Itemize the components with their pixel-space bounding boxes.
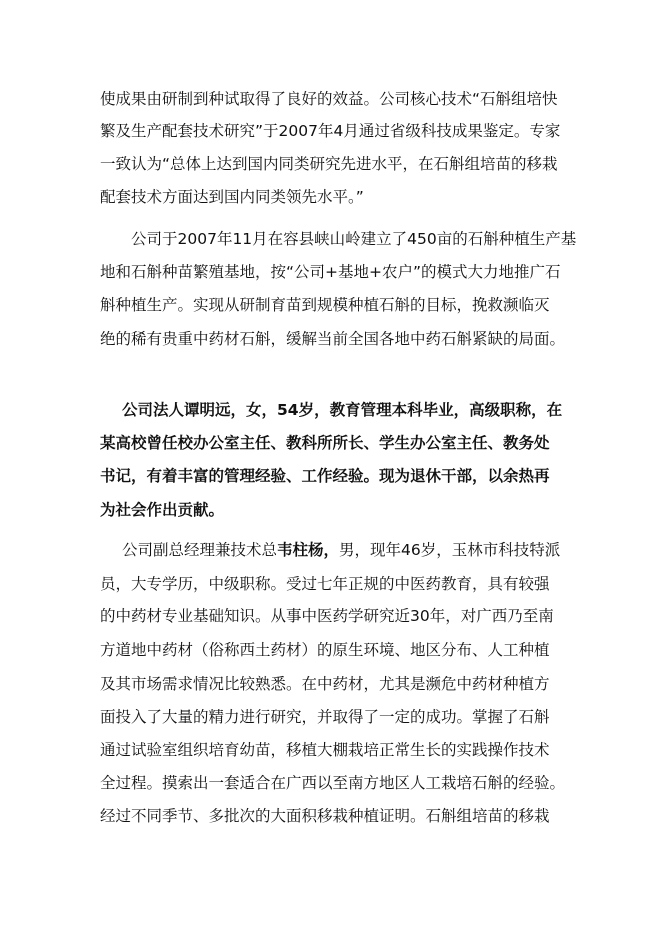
text-line: 及其市场需求情况比较熟悉。在中药材，尤其是濒危中药材种植方 [100,675,550,693]
text-line [122,540,560,560]
text-line: 面投入了大量的精力进行研究，并取得了一定的成功。掌握了石斛 [100,708,550,726]
text-line: 一致认为“总体上达到国内同类研究先进水平，在石斛组培苗的移栽 [100,155,558,173]
text-line: 地和石斛种苗繁殖基地，按“公司+基地+农户”的模式大力地推广石 [100,263,561,281]
text-line: 通过试验室组织培育幼苗，移植大棚栽培正常生长的实践操作技术 [100,741,550,759]
text-line: 经过不同季节、多批次的大面积移栽种植证明。石斛组培苗的移栽 [100,807,550,825]
text-line: 配套技术方面达到国内同类领先水平。” [100,188,364,206]
text-line: 绝的稀有贵重中药材石斛，缓解当前全国各地中药石斛紧缺的局面。 [100,330,566,348]
text-line: 繁及生产配套技术研究”于2007年4月通过省级科技成果鉴定。专家 [100,122,561,140]
text-line: 为社会作出贡献。 [100,501,225,519]
text-line: 斛种植生产。实现从研制育苗到规模种植石斛的目标，挽救濒临灭 [100,296,550,314]
text-line: 书记，有着丰富的管理经验、工作经验。现为退休干部，以余热再 [100,467,550,485]
text-line: 全过程。摸索出一套适合在广西以至南方地区人工栽培石斛的经验。 [100,774,566,792]
person-name: 韦柱杨， [277,541,340,559]
text-line: 的中药材专业基础知识。从事中医药学研究近30年，对广西乃至南 [100,607,554,625]
text-span: 男，现年46岁，玉林市科技特派 [339,541,561,559]
text-line: 方道地中药材（俗称西土药材）的原生环境、地区分布、人工种植 [100,641,550,659]
text-line: 使成果由研制到种试取得了良好的效益。公司核心技术“石斛组培快 [100,90,558,108]
text-line: 员，大专学历，中级职称。受过七年正规的中医药教育，具有较强 [100,575,550,593]
text-line: 公司于2007年11月在容县峡山岭建立了450亩的石斛种植生产基 [131,230,577,248]
text-line: 某高校曾任校办公室主任、教科所所长、学生办公室主任、教务处 [100,434,550,452]
text-span: 公司副总经理兼技术总 [122,541,278,559]
text-line: 公司法人谭明远，女，54岁，教育管理本科毕业，高级职称，在 [122,401,563,419]
